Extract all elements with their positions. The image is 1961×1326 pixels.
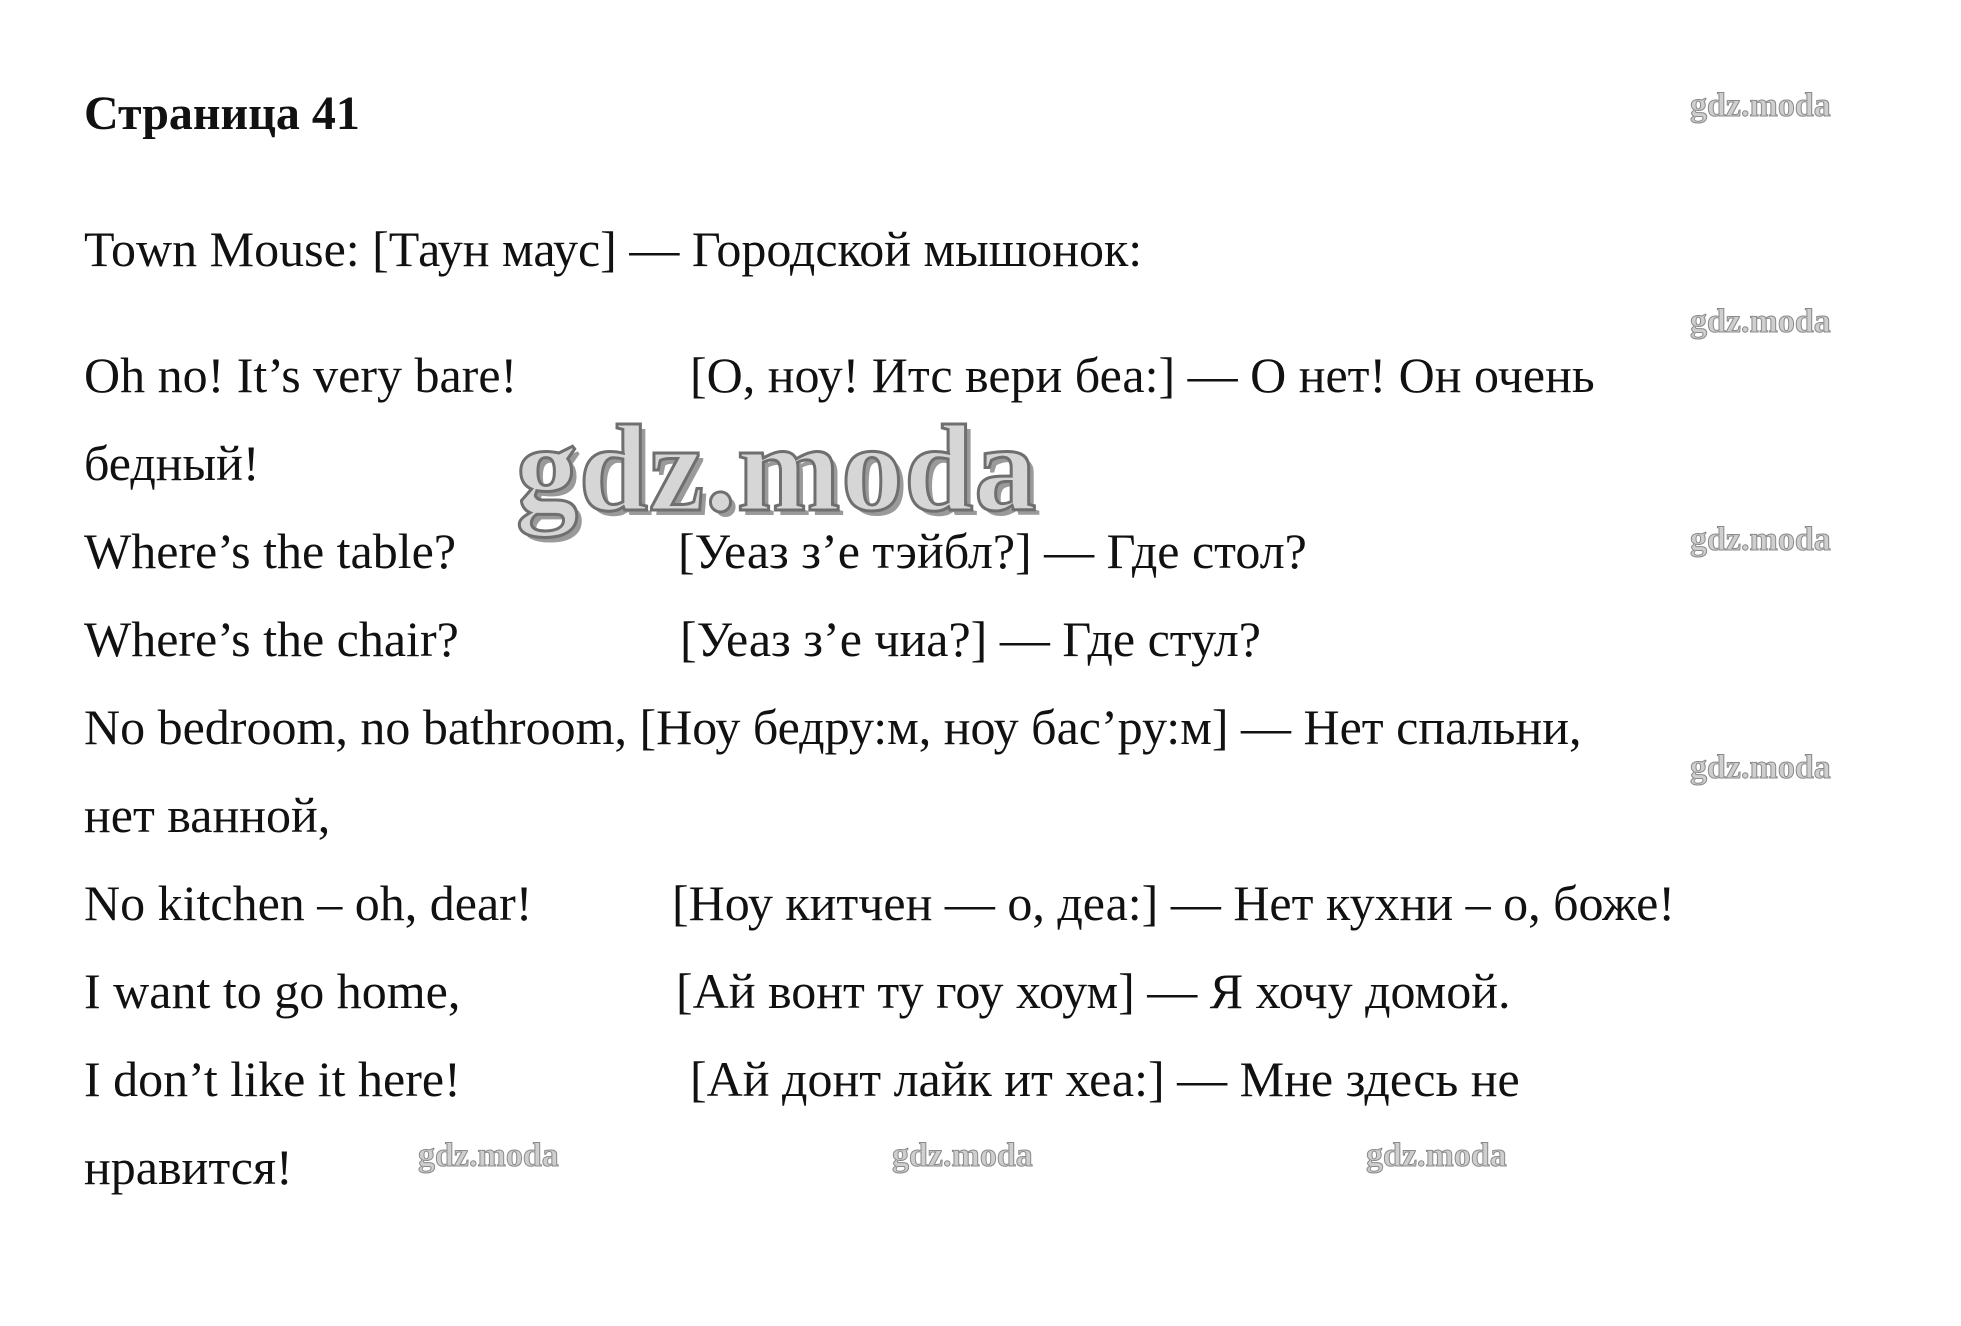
poem-line-6-english: I want to go home, [84,963,461,1019]
poem-line-5-transcription: [Ноу китчен — о, деа:] — Нет кухни – о, боже! [672,875,1676,931]
poem-line-7-english: I don’t like it here! [84,1051,461,1107]
watermark-right-1: gdz.moda [1690,303,1831,340]
watermark-right-3: gdz.moda [1690,749,1831,786]
poem-line-7-continuation: нравится! [84,1139,293,1195]
page-title: Страница 41 [84,87,360,140]
poem-line-2-english: Where’s the table? [84,523,457,579]
watermark-top-right: gdz.moda [1690,87,1831,124]
poem-line-3-transcription: [Уеаз з’е чиа?] — Где стул? [680,611,1261,667]
poem-line-5-english: No kitchen – oh, dear! [84,875,533,931]
poem-heading: Town Mouse: [Таун маус] — Городской мышонок: [84,221,1143,277]
poem-line-1-continuation: бедный! [84,435,260,491]
watermark-bottom-3: gdz.moda [1366,1137,1507,1174]
watermark-large-center: gdz.moda [516,400,1038,537]
watermark-bottom-2: gdz.moda [892,1137,1033,1174]
poem-line-1-transcription: [О, ноу! Итс вери беа:] — О нет! Он очень [690,347,1595,403]
poem-line-4: No bedroom, no bathroom, [Ноу бедру:м, ноу бас’ру:м] — Нет спальни, [84,699,1582,755]
poem-line-3-english: Where’s the chair? [84,611,459,667]
watermark-bottom-1: gdz.moda [418,1137,559,1174]
poem-line-4-continuation: нет ванной, [84,787,331,843]
poem-line-6-transcription: [Ай вонт ту гоу хоум] — Я хочу домой. [676,963,1511,1019]
poem-line-2-transcription: [Уеаз з’е тэйбл?] — Где стол? [678,523,1307,579]
poem-line-7-transcription: [Ай донт лайк ит хеа:] — Мне здесь не [690,1051,1520,1107]
poem-line-1-english: Oh no! It’s very bare! [84,347,518,403]
watermark-right-2: gdz.moda [1690,521,1831,558]
